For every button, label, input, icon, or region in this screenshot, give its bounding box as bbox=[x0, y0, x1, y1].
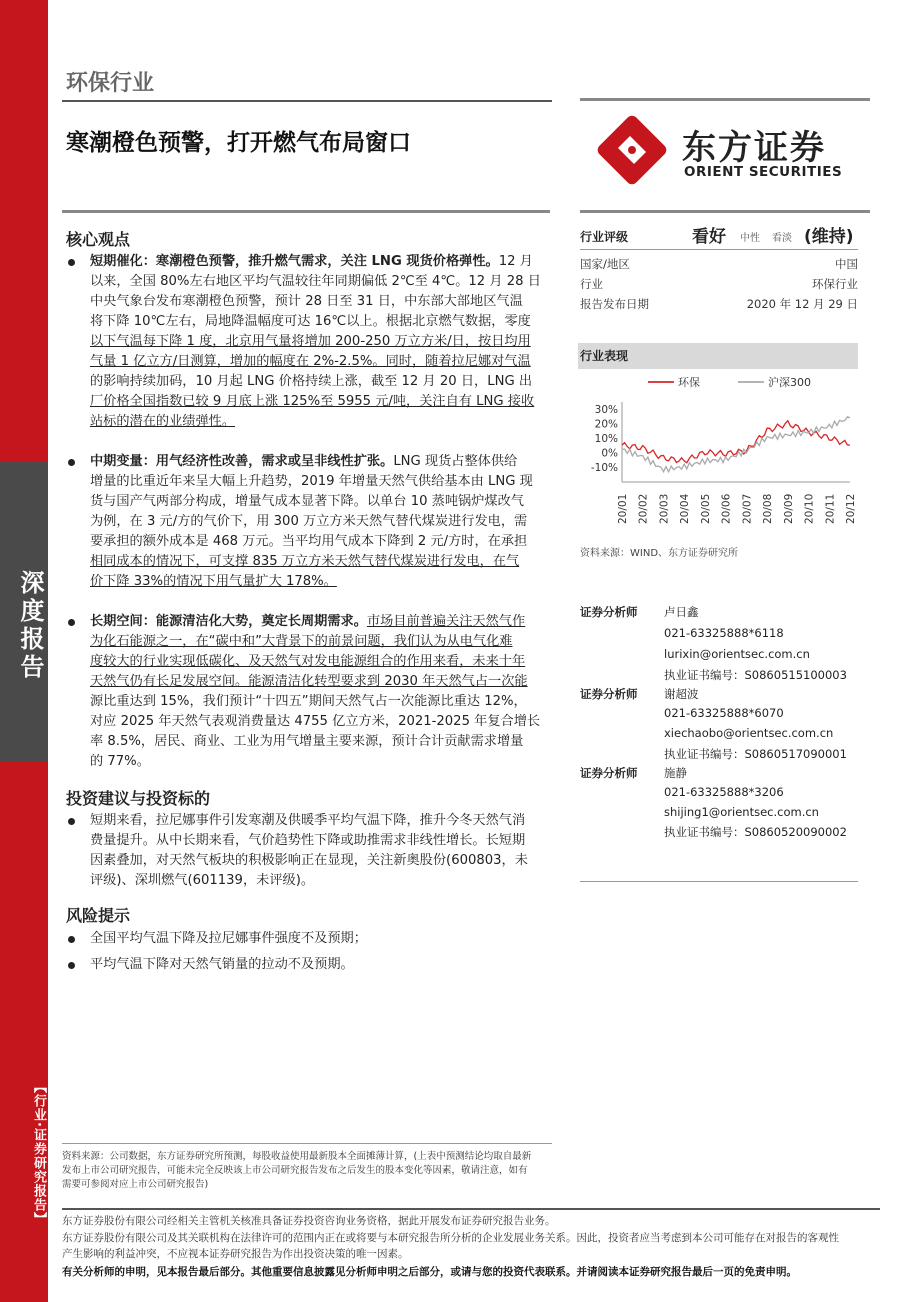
x-tick-label: 20/08 bbox=[762, 493, 775, 524]
bullet-icon bbox=[68, 259, 75, 266]
risk-item-2: 平均气温下降对天然气销量的拉动不及预期。 bbox=[90, 957, 354, 972]
info-country: 国家/地区 中国 bbox=[580, 257, 858, 271]
info-date: 报告发布日期 2020 年 12 月 29 日 bbox=[580, 297, 858, 311]
core-bullet-2: 中期变量：用气经济性改善，需求或呈非线性扩张。LNG 现货占整体供给 增量的比重近年来呈大幅上升趋势，2019 年增量天然气供给基本由 LNG 现 货与国产气两部分构成，增量气成本显著下降。以单台 10 蒸吨锅炉煤改气 为例，在 3 元/方的气价下，用 300 万立方米天然气替代煤炭进行发电，需 要承担的额外成本是 468 万元。当平均用气成本下降到 2 元/方时，在承担 相同成本的情况下，可支撑 835 万立方米天然气替代煤炭进行发电，在气 价下降 33%的情况下用气量扩大 178%。 bbox=[90, 454, 533, 589]
report-category-label: 【行业·证券研究报告】 bbox=[31, 1080, 46, 1226]
rating-maintain: (维持) bbox=[804, 227, 854, 247]
disclaimer-3: 产生影响的利益冲突，不应视本证券研究报告为作出投资决策的唯一因素。 bbox=[62, 1248, 409, 1260]
divider bbox=[580, 98, 870, 101]
bullet-icon bbox=[68, 459, 75, 466]
core-bullet-3: 长期空间：能源清洁化大势，奠定长周期需求。市场目前普遍关注天然气作 为化石能源之一，在“碳中和”大背景下的前景问题，我们认为从电气化难 度较大的行业实现低碳化、及天然气对发电能源组合的作用来看，未来十年 天然气仍有长足发展空间。能源清洁化转型要求到 2030 年天然气占一次能 源比重达到 15%，我们预计“十四五”期间天然气占一次能源比重达 12%， 对应 2025 年天然气表观消费量达 4755 亿立方米，2021-2025 年复合增长 率 8.5%，居民、商业、工业为用气增量主要来源，预计合计贡献需求增量 的 77%。 bbox=[90, 614, 541, 769]
divider bbox=[580, 210, 870, 213]
logo-en: ORIENT SECURITIES bbox=[684, 164, 843, 180]
series-line-hs300 bbox=[622, 417, 850, 472]
x-tick-label: 20/12 bbox=[845, 493, 857, 524]
logo-cn: 东方证券 bbox=[682, 128, 826, 168]
rating-value: 看好 bbox=[692, 227, 726, 247]
divider bbox=[62, 1143, 552, 1144]
divider bbox=[62, 210, 550, 213]
y-tick-label: 0% bbox=[601, 447, 618, 460]
y-tick-label: 10% bbox=[594, 432, 618, 445]
x-tick-label: 20/10 bbox=[803, 493, 816, 524]
divider bbox=[580, 881, 858, 882]
bullet-icon bbox=[68, 619, 75, 626]
company-logo bbox=[596, 112, 866, 187]
x-tick-label: 20/01 bbox=[617, 493, 629, 524]
core-heading: 核心观点 bbox=[66, 230, 131, 249]
sector-title: 环保行业 bbox=[66, 71, 155, 96]
x-tick-label: 20/11 bbox=[824, 493, 837, 524]
rating-label: 行业评级 bbox=[580, 230, 629, 244]
x-tick-label: 20/03 bbox=[658, 493, 671, 524]
bullet-icon bbox=[68, 818, 75, 825]
info-industry: 行业 环保行业 bbox=[580, 277, 858, 291]
y-tick-label: 30% bbox=[594, 403, 618, 416]
x-tick-label: 20/07 bbox=[741, 493, 754, 524]
legend-label: 沪深300 bbox=[768, 376, 811, 389]
side-bar-top bbox=[0, 0, 48, 462]
disclaimer-4: 有关分析师的申明，见本报告最后部分。其他重要信息披露见分析师申明之后部分，或请与您的投资代表联系。并请阅读本证券研究报告最后一页的免责申明。 bbox=[62, 1266, 797, 1278]
divider bbox=[62, 100, 552, 102]
x-tick-label: 20/02 bbox=[637, 493, 650, 524]
perf-heading: 行业表现 bbox=[578, 343, 858, 369]
report-title: 寒潮橙色预警，打开燃气布局窗口 bbox=[66, 130, 411, 156]
x-tick-label: 20/05 bbox=[699, 493, 712, 524]
bullet-icon bbox=[68, 962, 75, 969]
risk-item-1: 全国平均气温下降及拉尼娜事件强度不及预期； bbox=[90, 931, 367, 946]
divider bbox=[62, 1208, 880, 1210]
y-tick-label: -10% bbox=[590, 461, 618, 474]
rating-bearish: 看淡 bbox=[772, 233, 792, 244]
disclaimer-2: 东方证券股份有限公司及其关联机构在法律许可的范围内正在或将要与本研究报告所分析的企业发展业务关系。因此，投资者应当考虑到本公司可能存在对报告的客观性 bbox=[62, 1232, 839, 1244]
bullet-icon bbox=[68, 936, 75, 943]
x-tick-label: 20/06 bbox=[720, 493, 733, 524]
rating-neutral: 中性 bbox=[740, 233, 760, 244]
legend-label: 环保 bbox=[678, 376, 700, 389]
invest-text: 短期来看，拉尼娜事件引发寒潮及供暖季平均气温下降，推升今冬天然气消 费量提升。从中长期来看，气价趋势性下降或助推需求非线性增长。长短期 因素叠加，对天然气板块的积极影响正在显现，关注新奥股份(600803，未 评级)、深圳燃气(601139，未评级)。 bbox=[90, 813, 528, 888]
core-bullet-1: 短期催化：寒潮橙色预警，推升燃气需求，关注 LNG 现货价格弹性。12 月 以来，全国 80%左右地区平均气温较往年同期偏低 2℃至 4℃。12 月 28 日 中央气象台发布寒潮橙色预警，预计 28 日至 31 日，中东部大部地区气温 将下降 10℃左右，局地降温幅度可达 16℃以上。根据北京燃气数据，零度 以下气温每下降 1 度，北京用气量将增加 200-250 万立方米/日，按日均用 气量 1 亿立方/日测算，增加的幅度在 2%-2.5%。同时，随着拉尼娜对气温 的影响持续加码，10 月起 LNG 价格持续上涨，截至 12 月 20 日，LNG 出 厂价格全国指数已较 9 月底上涨 125%至 5955 元/吨，关注自有 LNG 接收 站标的潜在的业绩弹性。 bbox=[90, 254, 541, 429]
perf-chart bbox=[580, 372, 860, 532]
perf-chart-svg bbox=[580, 372, 860, 532]
x-tick-label: 20/04 bbox=[679, 493, 692, 524]
invest-heading: 投资建议与投资标的 bbox=[66, 789, 211, 808]
chart-source: 资料来源：WIND、东方证券研究所 bbox=[580, 548, 739, 559]
footnote: 资料来源：公司数据，东方证券研究所预测，每股收益使用最新股本全面摊薄计算，(上表中预测结论均取自最新 发布上市公司研究报告，可能未完全反映该上市公司研究报告发布之后发生的股本变化等因素，敬请注意，如有 需要可参阅对应上市公司研究报告) bbox=[62, 1151, 532, 1190]
disclaimer-1: 东方证券股份有限公司经相关主管机关核准具备证券投资咨询业务资格，据此开展发布证券研究报告业务。 bbox=[62, 1215, 556, 1227]
divider bbox=[580, 249, 858, 250]
risk-heading: 风险提示 bbox=[66, 906, 131, 925]
report-type-label: 深度报告 bbox=[16, 570, 44, 682]
y-tick-label: 20% bbox=[594, 418, 618, 431]
side-bar bbox=[0, 0, 48, 1302]
x-tick-label: 20/09 bbox=[782, 493, 795, 524]
